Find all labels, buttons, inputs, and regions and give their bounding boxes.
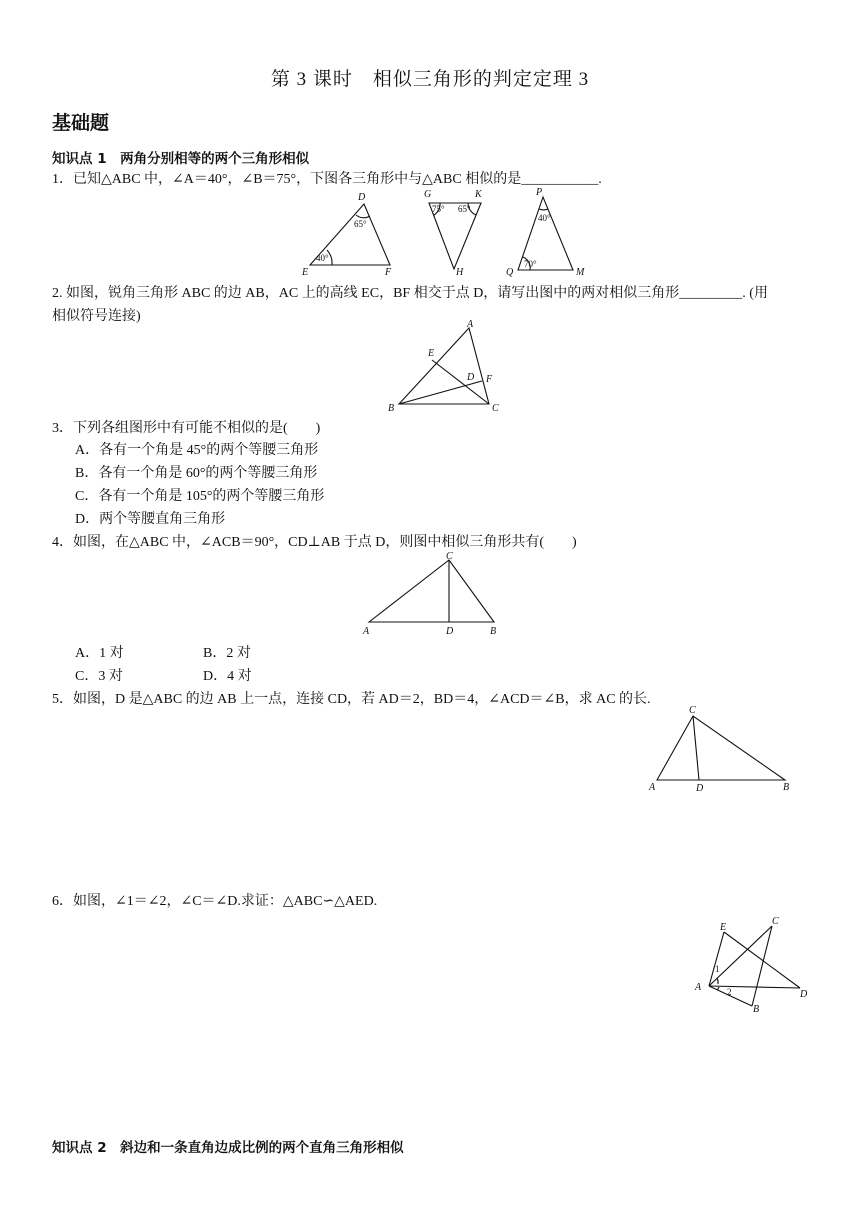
q4-option-c: C．3 对 xyxy=(75,669,123,684)
altitude-bf xyxy=(399,381,482,404)
triangle-abc-right xyxy=(369,560,494,622)
angle-40-b: 40° xyxy=(538,213,551,223)
label-a: A xyxy=(363,626,370,637)
triangle-abc xyxy=(399,328,489,404)
triangle-abc-q5 xyxy=(657,716,785,780)
angle-75: 75° xyxy=(432,204,445,214)
segment-ae xyxy=(709,932,724,986)
label-a: A xyxy=(695,982,702,993)
figure-q1-triangles xyxy=(290,185,610,280)
label-q: Q xyxy=(506,267,514,278)
angle-40: 40° xyxy=(316,253,329,263)
angle-arc-p xyxy=(539,209,548,210)
segment-cb xyxy=(752,926,772,1006)
segment-cd xyxy=(693,716,699,780)
question-2-line-2: 相似符号连接) xyxy=(52,309,141,324)
label-d: D xyxy=(446,626,454,637)
label-g: G xyxy=(424,189,432,200)
label-b: B xyxy=(753,1004,760,1015)
knowledge-point-2: 知识点 2 斜边和一条直角边成比例的两个直角三角形相似 xyxy=(52,1140,404,1156)
label-d: D xyxy=(358,192,366,203)
segment-ed xyxy=(724,932,800,988)
angle-arc-d xyxy=(356,215,370,218)
label-b: B xyxy=(783,782,790,793)
question-4: 4．如图，在△ABC 中，∠ACB＝90°，CD⊥AB 于点 D，则图中相似三角形共有( ) xyxy=(52,535,577,550)
knowledge-point-1: 知识点 1 两角分别相等的两个三角形相似 xyxy=(52,151,310,167)
figure-q6-triangles xyxy=(690,912,820,1016)
figure-q2-altitudes xyxy=(385,318,510,416)
question-2-line-1: 2. 如图，锐角三角形 ABC 的边 AB，AC 上的高线 EC，BF 相交于点 D，请写出图中的两对相似三角形_________. (用 xyxy=(52,286,768,301)
figure-q4-right-triangle xyxy=(360,550,505,640)
label-f: F xyxy=(385,267,392,278)
question-3: 3．下列各组图形中有可能不相似的是( ) xyxy=(52,421,321,436)
label-c: C xyxy=(446,551,453,562)
angle-70: 70° xyxy=(524,259,537,269)
q3-option-b: B．各有一个角是 60°的两个等腰三角形 xyxy=(75,466,318,481)
angle-mark-1 xyxy=(717,978,718,984)
label-e: E xyxy=(428,348,435,359)
label-e: E xyxy=(720,922,727,933)
label-c: C xyxy=(492,403,499,414)
label-a: A xyxy=(467,319,474,330)
section-heading: 基础题 xyxy=(52,112,110,134)
angle-65-b: 65° xyxy=(458,204,471,214)
segment-ad xyxy=(709,986,800,988)
q3-option-a: A．各有一个角是 45°的两个等腰三角形 xyxy=(75,443,319,458)
label-d: D xyxy=(800,989,808,1000)
question-6: 6．如图，∠1＝∠2，∠C＝∠D.求证：△ABC∽△AED. xyxy=(52,894,378,909)
label-f: F xyxy=(486,374,493,385)
label-e: E xyxy=(302,267,309,278)
question-5: 5．如图，D 是△ABC 的边 AB 上一点，连接 CD，若 AD＝2，BD＝4，∠ACD＝∠B，求 AC 的长. xyxy=(52,692,651,707)
label-c: C xyxy=(772,916,779,927)
q4-option-a: A．1 对 xyxy=(75,646,124,661)
label-b: B xyxy=(388,403,395,414)
page-title: 第 3 课时 相似三角形的判定定理 3 xyxy=(270,69,590,90)
label-c: C xyxy=(689,705,696,716)
angle-label-2: 2 xyxy=(727,987,732,997)
angle-65: 65° xyxy=(354,219,367,229)
label-b: B xyxy=(490,626,497,637)
label-h: H xyxy=(456,267,464,278)
segment-ac xyxy=(709,926,772,986)
label-k: K xyxy=(475,189,482,200)
label-p: P xyxy=(536,187,543,198)
angle-mark-2 xyxy=(717,987,719,990)
question-1: 1．已知△ABC 中，∠A＝40°，∠B＝75°，下图各三角形中与△ABC 相似的是___________. xyxy=(52,172,602,187)
angle-label-1: 1 xyxy=(715,964,720,974)
label-d: D xyxy=(696,783,704,794)
q3-option-d: D．两个等腰直角三角形 xyxy=(75,512,226,527)
label-d: D xyxy=(467,372,475,383)
label-a: A xyxy=(649,782,656,793)
q4-option-b: B．2 对 xyxy=(203,646,251,661)
q3-option-c: C．各有一个角是 105°的两个等腰三角形 xyxy=(75,489,325,504)
label-m: M xyxy=(576,267,585,278)
q4-option-d: D．4 对 xyxy=(203,669,252,684)
figure-q5-triangle xyxy=(645,700,795,796)
